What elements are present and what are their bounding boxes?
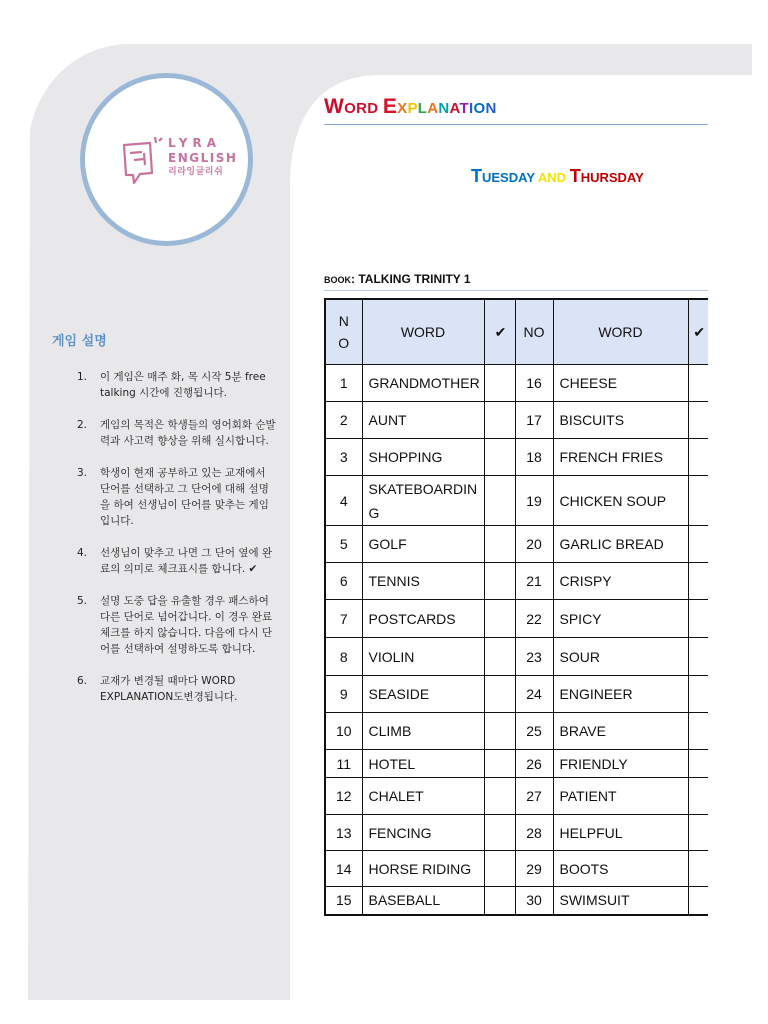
row-check-left[interactable] (484, 778, 515, 815)
game-rules-list (77, 369, 277, 721)
rule-item (77, 673, 277, 705)
row-number-left: 6 (325, 563, 362, 600)
row-number-left: 11 (325, 750, 362, 778)
row-check-right[interactable] (688, 851, 708, 887)
row-word-left: SHOPPING (362, 439, 484, 476)
subtitle-t2-first: T (569, 166, 581, 186)
header-word-right: WORD (553, 299, 688, 365)
row-word-right: SOUR (553, 638, 688, 676)
row-check-left[interactable] (484, 600, 515, 638)
row-check-left[interactable] (484, 402, 515, 439)
row-check-left[interactable] (484, 887, 515, 915)
rule-text: 설명 도중 답을 유출할 경우 패스하여 다른 단어로 넘어갑니다. 이 경우 완료 체크를 하지 않습니다. 다음에 다시 단어를 선택하여 설명하도록 합니다. (100, 595, 273, 655)
row-check-left[interactable] (484, 815, 515, 851)
table-row (325, 778, 708, 815)
row-word-left: CHALET (362, 778, 484, 815)
table-row (325, 851, 708, 887)
row-check-left[interactable] (484, 676, 515, 713)
rule-number: 4. (77, 547, 88, 559)
checkmark-icon: ✔ (693, 323, 706, 340)
table-row (325, 815, 708, 851)
header-word-left: WORD (362, 299, 484, 365)
row-word-left: HORSE RIDING (362, 851, 484, 887)
rule-item (77, 465, 277, 529)
row-word-left: HOTEL (362, 750, 484, 778)
row-check-right[interactable] (688, 815, 708, 851)
row-number-left: 13 (325, 815, 362, 851)
row-word-right: CHICKEN SOUP (553, 476, 688, 526)
row-number-left: 4 (325, 476, 362, 526)
row-word-right: BISCUITS (553, 402, 688, 439)
header-check-left (484, 299, 515, 365)
row-check-left[interactable] (484, 713, 515, 750)
title-w-first: W (324, 95, 345, 118)
logo-line-3: 리라잉글리쉬 (168, 167, 224, 177)
header-no-right: NO (515, 299, 553, 365)
row-word-left: SEASIDE (362, 676, 484, 713)
row-number-right: 22 (515, 600, 553, 638)
row-number-right: 16 (515, 365, 553, 402)
row-word-right: BOOTS (553, 851, 688, 887)
row-check-left[interactable] (484, 851, 515, 887)
row-word-left: SKATEBOARDIN G (362, 476, 484, 526)
row-check-left[interactable] (484, 365, 515, 402)
row-number-right: 24 (515, 676, 553, 713)
row-word-right: SPICY (553, 600, 688, 638)
row-number-right: 18 (515, 439, 553, 476)
row-number-right: 19 (515, 476, 553, 526)
row-check-left[interactable] (484, 750, 515, 778)
row-word-left: GRANDMOTHER (362, 365, 484, 402)
row-number-right: 21 (515, 563, 553, 600)
row-number-left: 15 (325, 887, 362, 915)
header-no-left (325, 299, 362, 365)
row-number-right: 17 (515, 402, 553, 439)
row-word-left: POSTCARDS (362, 600, 484, 638)
row-number-left: 9 (325, 676, 362, 713)
row-word-right: HELPFUL (553, 815, 688, 851)
row-check-left[interactable] (484, 526, 515, 563)
subtitle-and: AND (537, 170, 567, 185)
rule-text: 게임의 목적은 학생들의 영어회화 순발력과 사고력 향상을 위해 실시합니다. (100, 419, 276, 447)
table-row (325, 713, 708, 750)
table-row (325, 750, 708, 778)
row-number-right: 23 (515, 638, 553, 676)
subtitle-t1-rest: UESDAY (482, 170, 535, 185)
book-rule (324, 290, 708, 291)
rule-item (77, 417, 277, 449)
row-word-right: ENGINEER (553, 676, 688, 713)
row-number-left: 3 (325, 439, 362, 476)
row-number-left: 7 (325, 600, 362, 638)
rule-number: 6. (77, 675, 88, 687)
row-check-right[interactable] (688, 676, 708, 713)
row-check-right[interactable] (688, 713, 708, 750)
row-check-right[interactable] (688, 402, 708, 439)
row-word-right: FRENCH FRIES (553, 439, 688, 476)
book-colon: : (351, 272, 355, 286)
header-no-left-bottom: O (338, 335, 350, 351)
rule-text: 이 게임은 매주 화, 목 시작 5분 free talking 시간에 진행됩니다. (100, 371, 266, 399)
row-number-right: 28 (515, 815, 553, 851)
rule-item (77, 545, 277, 577)
rule-number: 1. (77, 371, 88, 383)
rule-text: 교재가 변경될 때마다 WORD EXPLANATION도변경됩니다. (100, 675, 238, 703)
book-label: BOOK (324, 275, 351, 285)
row-word-right: FRIENDLY (553, 750, 688, 778)
table-row (325, 476, 708, 526)
row-number-right: 25 (515, 713, 553, 750)
row-check-right[interactable] (688, 750, 708, 778)
row-check-right[interactable] (688, 365, 708, 402)
lyra-logo-icon (120, 133, 164, 187)
row-number-left: 5 (325, 526, 362, 563)
row-check-right[interactable] (688, 476, 708, 526)
page-title (324, 95, 497, 119)
title-e-first: E (382, 95, 398, 118)
logo-line-2: ENGLISH (168, 151, 238, 165)
row-word-left: BASEBALL (362, 887, 484, 915)
vocabulary-table-wrapper (324, 298, 708, 918)
rule-text: 선생님이 맞추고 나면 그 단어 옆에 완료의 의미로 체크표시를 합니다. ✔ (100, 547, 273, 575)
row-word-right: GARLIC BREAD (553, 526, 688, 563)
row-number-left: 8 (325, 638, 362, 676)
table-row (325, 365, 708, 402)
row-word-left: FENCING (362, 815, 484, 851)
rule-number: 3. (77, 467, 88, 479)
row-check-right[interactable] (688, 638, 708, 676)
row-word-right: PATIENT (553, 778, 688, 815)
row-word-left: GOLF (362, 526, 484, 563)
row-number-right: 29 (515, 851, 553, 887)
header-no-left-top: N (338, 313, 349, 329)
rule-number: 2. (77, 419, 88, 431)
title-rule (324, 124, 708, 125)
row-check-left[interactable] (484, 439, 515, 476)
title-e-rest: XPLANATION (397, 100, 497, 117)
table-row (325, 563, 708, 600)
row-check-right[interactable] (688, 600, 708, 638)
row-word-left: VIOLIN (362, 638, 484, 676)
rule-item (77, 369, 277, 401)
row-number-left: 1 (325, 365, 362, 402)
row-word-right: BRAVE (553, 713, 688, 750)
row-number-left: 10 (325, 713, 362, 750)
subtitle-t1-first: T (471, 166, 482, 186)
row-check-right[interactable] (688, 887, 708, 915)
row-number-left: 2 (325, 402, 362, 439)
vocabulary-table-body (325, 365, 708, 915)
vocabulary-table (324, 298, 708, 916)
row-check-left[interactable] (484, 563, 515, 600)
logo-text (168, 137, 237, 177)
table-row (325, 638, 708, 676)
row-number-left: 12 (325, 778, 362, 815)
table-row (325, 402, 708, 439)
row-number-right: 26 (515, 750, 553, 778)
row-number-right: 20 (515, 526, 553, 563)
row-check-right[interactable] (688, 563, 708, 600)
subtitle-t2-rest: HURSDAY (580, 170, 644, 185)
rule-number: 5. (77, 595, 88, 607)
table-row (325, 526, 708, 563)
checkmark-icon: ✔ (494, 323, 507, 340)
book-name: TALKING TRINITY 1 (358, 272, 471, 286)
row-word-right: CHEESE (553, 365, 688, 402)
game-instructions-heading: 게임 설명 (52, 334, 107, 349)
row-word-right: CRISPY (553, 563, 688, 600)
row-check-left[interactable] (484, 638, 515, 676)
row-word-left: AUNT (362, 402, 484, 439)
table-row (325, 439, 708, 476)
row-check-right[interactable] (688, 439, 708, 476)
title-w-rest: ORD (344, 100, 379, 117)
rule-item (77, 593, 277, 657)
row-check-left[interactable] (484, 476, 515, 526)
row-word-left: TENNIS (362, 563, 484, 600)
book-line (324, 272, 471, 286)
table-row (325, 676, 708, 713)
row-word-left: CLIMB (362, 713, 484, 750)
table-header-row (325, 299, 708, 365)
table-row (325, 600, 708, 638)
row-number-left: 14 (325, 851, 362, 887)
schedule-subtitle (471, 166, 644, 187)
header-check-right (688, 299, 708, 365)
row-number-right: 30 (515, 887, 553, 915)
row-check-right[interactable] (688, 778, 708, 815)
table-row (325, 887, 708, 915)
row-check-right[interactable] (688, 526, 708, 563)
rule-text: 학생이 현재 공부하고 있는 교재에서 단어를 선택하고 그 단어에 대해 설명을 하여 선생님이 단어를 맞추는 게임입니다. (100, 467, 269, 527)
row-word-right: SWIMSUIT (553, 887, 688, 915)
row-number-right: 27 (515, 778, 553, 815)
logo-line-1: LYRA (168, 136, 221, 150)
